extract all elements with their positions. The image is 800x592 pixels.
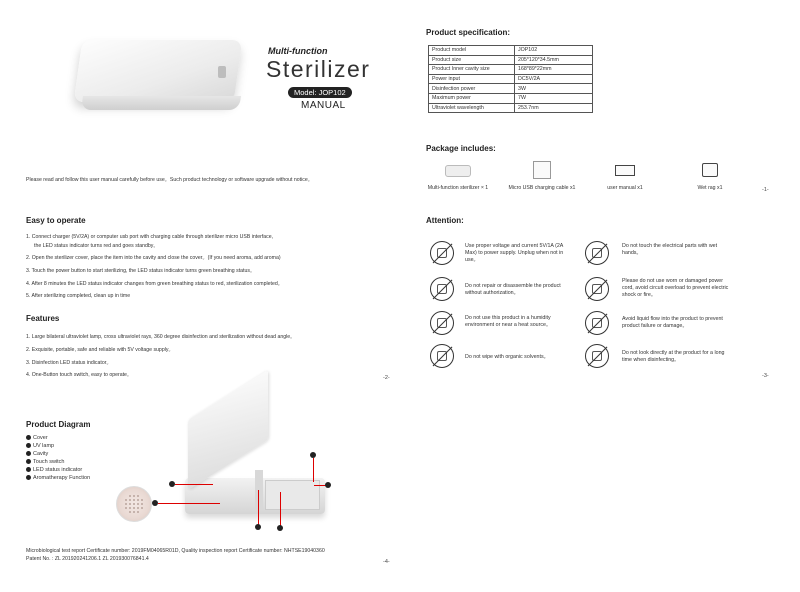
leader-line [280, 492, 281, 526]
leader-line [158, 503, 220, 504]
page-number: -4- [383, 559, 390, 565]
attention-note: Do not look directly at the product for a long time when disinfecting。 [622, 350, 725, 363]
package-heading: Package includes: [426, 144, 496, 153]
diagram-heading: Product Diagram [26, 420, 91, 429]
callout-1 [169, 481, 175, 487]
certificate-text: Microbiological test report Certificate number: 2019FM04065R01D, Quality inspection report Certificate number: NHTSE19040360 [26, 548, 325, 554]
manual-label: MANUAL [301, 100, 346, 111]
legend-item: Touch switch [26, 459, 65, 465]
sterilizer-base [81, 96, 241, 110]
package-item: user manual x1 [596, 165, 654, 191]
package-item: Multi-function sterilizer × 1 [424, 165, 492, 191]
spec-row [429, 74, 593, 84]
spec-row [429, 55, 593, 65]
spec-value: 253.7nm [515, 103, 593, 113]
leader-line [258, 490, 259, 525]
cavity [265, 480, 320, 510]
attention-note: Do not use this product in a humidity environment or near a heat source。 [465, 315, 552, 328]
spec-value: 3W [515, 84, 593, 94]
spec-key: Product model [429, 46, 515, 56]
operate-step: 1. Connect charger (5V/2A) or computer usb port with charging cable through sterilizer micro USB interface, [26, 234, 274, 240]
legend-item: LED status indicator [26, 467, 82, 473]
spec-key: Disinfection power [429, 84, 515, 94]
features-heading: Features [26, 314, 60, 323]
feature-item: 1. Large bilateral ultraviolet lamp, cross ultraviolet rays, 360 degree disinfection and sterilization without dead angle。 [26, 334, 296, 340]
legend-item: UV lamp [26, 443, 54, 449]
leader-line [313, 458, 314, 482]
subtitle: Multi-function [268, 46, 328, 56]
operate-step: 3. Touch the power button to start sterilizing, the LED status indicator turns green breathing status。 [26, 268, 256, 274]
eye-icon [585, 344, 609, 368]
package-item: Micro USB charging cable x1 [499, 161, 585, 191]
spec-value: 205*120*34.5mm [515, 55, 593, 65]
feature-item: 4. One-Button touch switch, easy to operate。 [26, 372, 133, 378]
operate-heading: Easy to operate [26, 216, 86, 225]
model-badge: Model: JOP102 [288, 87, 352, 98]
spec-row [429, 65, 593, 75]
uv-lamp [255, 470, 263, 510]
spec-value: 168*89*22mm [515, 65, 593, 75]
cable-icon [533, 161, 551, 179]
attention-note: Do not wipe with organic solvents。 [465, 354, 549, 360]
operate-step: the LED status indicator turns red and goes standby。 [34, 243, 159, 249]
spec-value: DC5V/2A [515, 74, 593, 84]
product-title: Sterilizer [266, 56, 371, 82]
spec-value: JOP102 [515, 46, 593, 56]
spec-row [429, 93, 593, 103]
attention-note: Do not touch the electrical parts with wet hands。 [622, 243, 718, 256]
callout-2 [255, 524, 261, 530]
operate-step: 5. After sterilizing completed, clean up in time [26, 293, 131, 299]
power-plug-icon [430, 241, 454, 265]
spec-value: 7W [515, 93, 593, 103]
screwdriver-icon [430, 277, 454, 301]
attention-note: Do not repair or disassemble the product without authorization。 [465, 283, 561, 296]
callout-4 [325, 482, 331, 488]
wet-hands-icon [585, 241, 609, 265]
attention-heading: Attention: [426, 216, 464, 225]
legend-item: Cover [26, 435, 48, 441]
spec-key: Product size [429, 55, 515, 65]
page-number: -3- [762, 373, 769, 379]
spec-key: Power input [429, 74, 515, 84]
attention-note: Please do not use worn or damaged power cord, avoid circuit overload to prevent electric shock or fire。 [622, 278, 729, 298]
manual-icon [615, 165, 635, 176]
sterilizer-icon [445, 165, 471, 177]
page-number: -1- [762, 187, 769, 193]
operate-step: 2. Open the sterilizer cover, place the item into the cavity and close the cover。(If you need aroma, add aroma) [26, 255, 281, 261]
wipe-icon [430, 344, 454, 368]
spec-key: Ultraviolet wavelength [429, 103, 515, 113]
callout-6 [152, 500, 158, 506]
spec-heading: Product specification: [426, 28, 511, 37]
spec-key: Product Inner cavity size [429, 65, 515, 75]
spec-table [428, 45, 593, 113]
rag-icon [702, 163, 718, 177]
damaged-cord-icon [585, 277, 609, 301]
humidity-icon [430, 311, 454, 335]
package-item: Wet rag x1 [684, 163, 736, 191]
spec-row [429, 103, 593, 113]
spec-row [429, 46, 593, 56]
leader-line [175, 484, 213, 485]
intro-text: Please read and follow this user manual carefully before use。Such product technology or software upgrade without notice。 [26, 177, 313, 183]
spec-row [429, 84, 593, 94]
sterilizer-button [218, 66, 226, 78]
attention-note: Use proper voltage and current 5V/1A (2A Max) to power supply. Unplug when not in use。 [465, 243, 564, 263]
attention-note: Avoid liquid flow into the product to prevent product failure or damage。 [622, 316, 723, 329]
callout-3 [277, 525, 283, 531]
legend-item: Cavity [26, 451, 48, 457]
callout-5 [310, 452, 316, 458]
feature-item: 3. Disinfection LED status indicator。 [26, 360, 112, 366]
aroma-holes [124, 494, 144, 514]
feature-item: 2. Exquisite, portable, safe and reliable with 5V voltage supply。 [26, 347, 174, 353]
liquid-icon [585, 311, 609, 335]
operate-step: 4. After 8 minutes the LED status indicator changes from green breathing status to red, sterilization completed。 [26, 281, 283, 287]
spec-key: Maximum power [429, 93, 515, 103]
page-number: -2- [383, 375, 390, 381]
patent-text: Patent No. : ZL 201920241206.1 ZL 201930076841.4 [26, 556, 149, 562]
legend-item: Aromatherapy Function [26, 475, 90, 481]
